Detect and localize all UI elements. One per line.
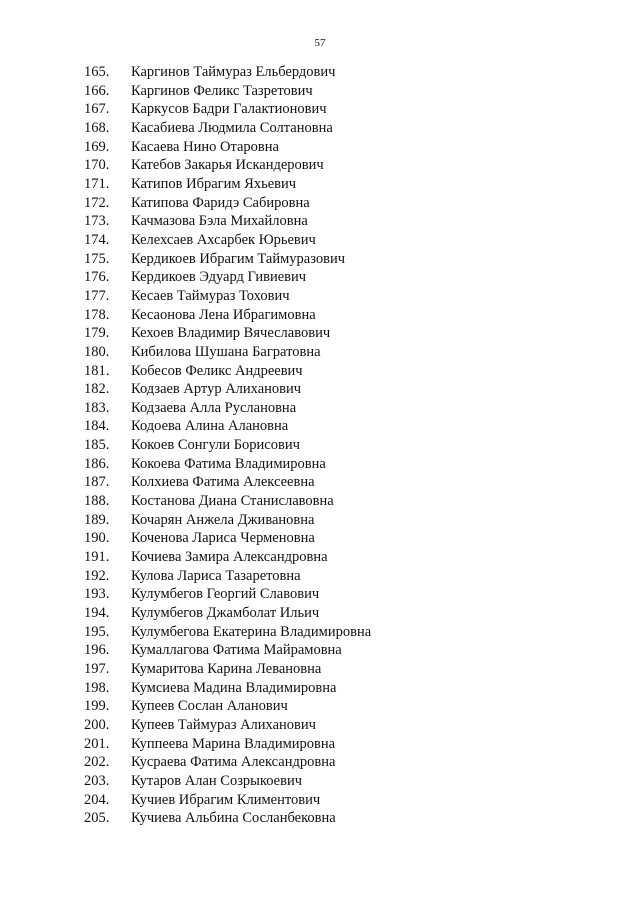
- entry-name: Касабиева Людмила Солтановна: [131, 119, 333, 136]
- entry-number: 178.: [84, 306, 110, 323]
- entry-name: Кочарян Анжела Дживановна: [131, 511, 315, 528]
- entry-name: Кокоев Сонгули Борисович: [131, 437, 300, 454]
- entry-number: 193.: [84, 586, 110, 603]
- entry-number: 200.: [84, 716, 110, 733]
- entry-number: 181.: [84, 362, 110, 379]
- entry-number: 190.: [84, 530, 110, 547]
- entry-name: Касаева Нино Отаровна: [131, 138, 279, 155]
- entry-name: Каркусов Бадри Галактионович: [131, 101, 327, 118]
- entry-name: Кучиева Альбина Сосланбековна: [131, 810, 336, 827]
- entry-name: Кочиева Замира Александровна: [131, 549, 328, 566]
- entry-number: 168.: [84, 119, 110, 136]
- entry-number: 180.: [84, 343, 110, 360]
- entry-name: Кердикоев Ибрагим Таймуразович: [131, 250, 346, 267]
- entry-name: Кутаров Алан Созрыкоевич: [131, 772, 302, 789]
- entry-name: Кодзаев Артур Алиханович: [131, 381, 302, 398]
- entry-name: Колхиева Фатима Алексеевна: [131, 474, 315, 491]
- entry-name: Кердикоев Эдуард Гивиевич: [131, 269, 307, 286]
- entry-number: 169.: [84, 138, 110, 155]
- entry-name: Кулумбегов Джамболат Ильич: [131, 605, 320, 622]
- entry-name: Кулумбегова Екатерина Владимировна: [131, 623, 372, 640]
- entry-number: 185.: [84, 437, 110, 454]
- entry-name: Каргинов Таймураз Ельбердович: [131, 64, 336, 80]
- entry-name: Качмазова Бэла Михайловна: [131, 213, 308, 230]
- entry-name: Коченова Лариса Черменовна: [131, 530, 315, 547]
- entry-number: 167.: [84, 101, 110, 118]
- entry-number: 182.: [84, 381, 110, 398]
- entry-number: 202.: [84, 754, 110, 771]
- entry-name: Кулова Лариса Тазаретовна: [131, 567, 301, 584]
- entry-name: Кумаритова Карина Левановна: [131, 661, 322, 677]
- entry-name: Куппеева Марина Владимировна: [131, 735, 336, 752]
- entry-number: 198.: [84, 679, 110, 696]
- entry-number: 172.: [84, 194, 110, 211]
- entry-number: 184.: [84, 418, 110, 435]
- entry-number: 189.: [84, 511, 110, 528]
- entry-number: 173.: [84, 213, 110, 230]
- entry-number: 170.: [84, 157, 110, 174]
- entry-number: 187.: [84, 474, 110, 491]
- entry-name: Кумаллагова Фатима Майрамовна: [131, 642, 342, 659]
- entry-name: Кусраева Фатима Александровна: [131, 754, 336, 771]
- entry-number: 199.: [84, 698, 110, 715]
- entry-number: 166.: [84, 82, 110, 99]
- entry-name: Купеев Таймураз Алиханович: [131, 716, 316, 733]
- entry-number: 196.: [84, 642, 110, 659]
- entry-name: Купеев Сослан Аланович: [131, 698, 288, 715]
- entry-number: 197.: [84, 661, 110, 677]
- entry-name: Келехсаев Ахсарбек Юрьевич: [131, 231, 316, 248]
- entry-name: Кесаонова Лена Ибрагимовна: [131, 306, 316, 323]
- entry-number: 195.: [84, 623, 110, 640]
- entry-name: Катебов Закарья Искандерович: [131, 157, 324, 174]
- entry-name: Кодоева Алина Алановна: [131, 418, 289, 435]
- entry-number: 165.: [84, 64, 110, 80]
- entry-number: 186.: [84, 455, 110, 472]
- entry-name: Кумсиева Мадина Владимировна: [131, 679, 337, 696]
- entry-number: 174.: [84, 231, 110, 248]
- entry-number: 192.: [84, 567, 110, 584]
- entry-number: 201.: [84, 735, 110, 752]
- entry-name: Кесаев Таймураз Тохович: [131, 287, 290, 304]
- entry-number: 194.: [84, 605, 110, 622]
- entry-number: 179.: [84, 325, 110, 342]
- entry-number: 183.: [84, 399, 110, 416]
- entry-name: Кобесов Феликс Андреевич: [131, 362, 303, 379]
- entry-name: Кулумбегов Георгий Славович: [131, 586, 320, 603]
- entry-number: 203.: [84, 772, 110, 789]
- entry-number: 204.: [84, 791, 110, 808]
- entry-name: Кибилова Шушана Багратовна: [131, 343, 321, 360]
- entry-name: Каргинов Феликс Тазретович: [131, 82, 313, 99]
- entry-name: Катипов Ибрагим Яхьевич: [131, 175, 297, 192]
- entry-name: Костанова Диана Станиславовна: [131, 493, 334, 510]
- page-number: 57: [314, 37, 326, 49]
- entry-number: 175.: [84, 250, 110, 267]
- entry-number: 171.: [84, 175, 110, 192]
- entry-name: Кехоев Владимир Вячеславович: [131, 325, 331, 342]
- entry-name: Кучиев Ибрагим Климентович: [131, 791, 321, 808]
- entry-number: 177.: [84, 287, 110, 304]
- entry-name: Катипова Фаридэ Сабировна: [131, 194, 310, 211]
- entry-name: Кокоева Фатима Владимировна: [131, 455, 326, 472]
- entry-number: 176.: [84, 269, 110, 286]
- entry-number: 191.: [84, 549, 110, 566]
- entry-name: Кодзаева Алла Руслановна: [131, 399, 297, 416]
- entry-number: 205.: [84, 810, 110, 827]
- entry-number: 188.: [84, 493, 110, 510]
